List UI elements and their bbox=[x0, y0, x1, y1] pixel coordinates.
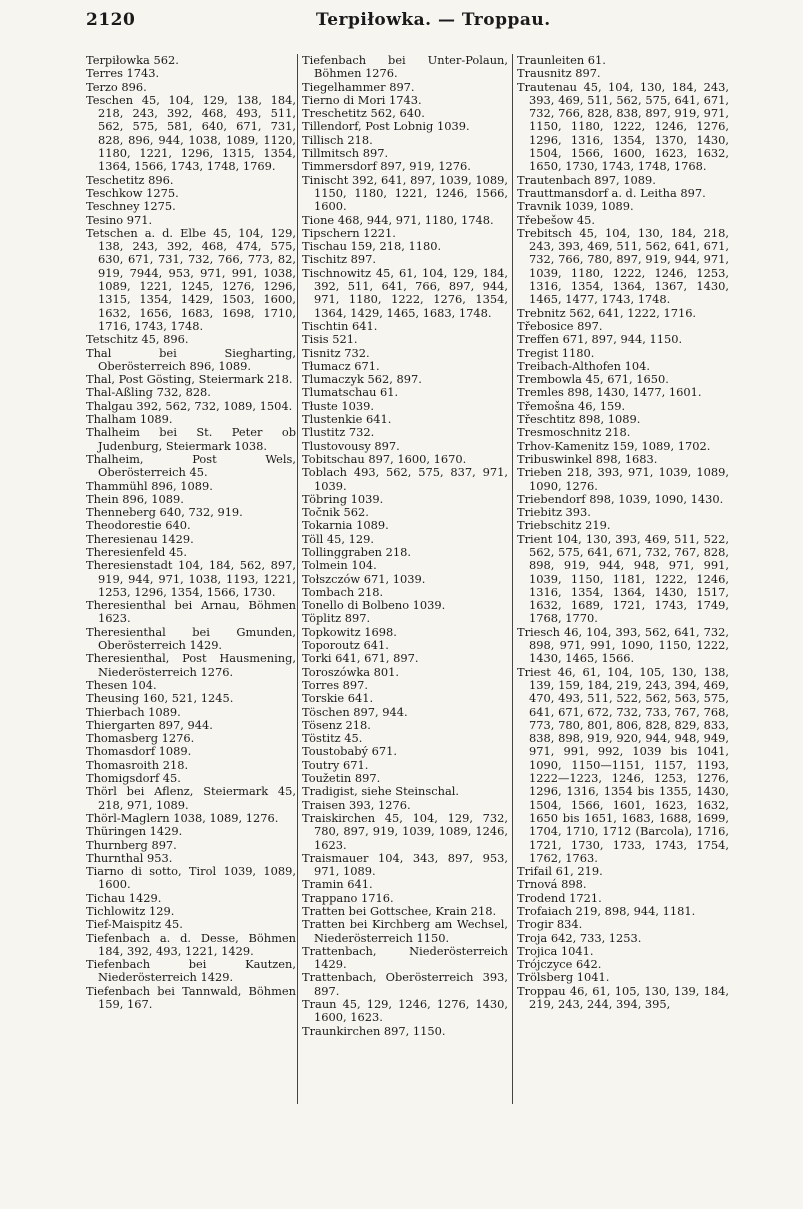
page-header bbox=[86, 10, 786, 36]
index-entry: Treibach-Althofen 104. bbox=[517, 358, 650, 373]
index-entry: Tichlowitz 129. bbox=[86, 904, 175, 918]
index-entry: Thierbach 1089. bbox=[86, 704, 181, 719]
index-entry: Tillisch 218. bbox=[302, 132, 373, 147]
index-entry: Troppau 46, 61, 105, 130, 139, 184, 219, 243, 244, 394, 395, bbox=[517, 983, 729, 1012]
index-entry: Tief-Maispitz 45. bbox=[86, 917, 183, 932]
index-entry: Tlustitz 732. bbox=[302, 425, 375, 440]
index-entry: Traunleiten 61. bbox=[517, 53, 606, 67]
index-entry: Thörl bei Aflenz, Steiermark 45, 218, 971, 1089. bbox=[86, 784, 296, 812]
index-entry: Thalheim, Post Wels, Oberösterreich 45. bbox=[86, 451, 296, 480]
index-entry: Trieben 218, 393, 971, 1039, 1089, 1090, 1276. bbox=[517, 465, 729, 493]
index-entry: Thammühl 896, 1089. bbox=[86, 478, 213, 493]
index-entry: Thal, Post Gösting, Steiermark 218. bbox=[86, 372, 293, 387]
index-entry: Tiegelhammer 897. bbox=[302, 79, 415, 94]
index-entry: Timmersdorf 897, 919, 1276. bbox=[302, 159, 471, 174]
index-entry: Tlumaczyk 562, 897. bbox=[302, 372, 422, 387]
index-entry: Trient 104, 130, 393, 469, 511, 522, 562, 575, 641, 671, 732, 767, 828, 898, 919, 944, 948, 971, 991, 1039, 1150, 1181, 1222, 1246, 1316, 1354, 1364, 1430, 1517, 1632, 1689, 1721, 1743, 1749, 1768, 1770. bbox=[517, 531, 729, 626]
index-entry: Toustobabý 671. bbox=[302, 744, 397, 759]
index-entry: Tobitschau 897, 1600, 1670. bbox=[302, 451, 467, 466]
index-entry: Tischau 159, 218, 1180. bbox=[302, 239, 442, 254]
index-entry: Tratten bei Kirchberg am Wechsel, Niederösterreich 1150. bbox=[302, 917, 508, 945]
index-entry: Teschetitz 896. bbox=[86, 172, 174, 187]
index-entry: Travnik 1039, 1089. bbox=[517, 199, 634, 214]
index-entry: Trebitsch 45, 104, 130, 184, 218, 243, 393, 469, 511, 562, 641, 671, 732, 766, 780, 897, 919, 944, 971, 1039, 1180, 1222, 1246, 1253, 1316, 1354, 1364, 1367, 1430, 1465, 1477, 1743, 1748. bbox=[517, 225, 729, 307]
index-entry: Theresienstadt 104, 184, 562, 897, 919, 944, 971, 1038, 1193, 1221, 1253, 1296, 1354, 1566, 1730. bbox=[86, 558, 296, 599]
index-entry: Toblach 493, 562, 575, 837, 971, 1039. bbox=[302, 465, 508, 493]
index-entry: Tłumacz 671. bbox=[302, 358, 380, 373]
index-entry: Tregist 1180. bbox=[517, 345, 595, 360]
index-entry: Trattenbach, Niederösterreich 1429. bbox=[302, 943, 508, 972]
index-entry: Trofaiach 219, 898, 944, 1181. bbox=[517, 904, 696, 918]
index-entry: Tisis 521. bbox=[302, 332, 358, 347]
index-entry: Thalgau 392, 562, 732, 1089, 1504. bbox=[86, 398, 293, 413]
index-entry: Theusing 160, 521, 1245. bbox=[86, 691, 234, 706]
index-entry: Tonello di Bolbeno 1039. bbox=[302, 598, 446, 613]
index-entry: Töplitz 897. bbox=[302, 611, 371, 626]
index-entry: Trhov-Kamenitz 159, 1089, 1702. bbox=[517, 438, 711, 453]
index-entry: Tisnitz 732. bbox=[302, 345, 370, 360]
index-entry: Theresienthal bei Arnau, Böhmen 1623. bbox=[86, 598, 296, 626]
index-entry: Toužetin 897. bbox=[302, 771, 381, 786]
index-entry: Thalheim bei St. Peter ob Judenburg, Steiermark 1038. bbox=[86, 425, 296, 453]
index-entry: Theresienau 1429. bbox=[86, 531, 194, 546]
index-entry: Tremles 898, 1430, 1477, 1601. bbox=[517, 385, 702, 400]
index-entry: Terzo 896. bbox=[86, 79, 147, 94]
index-entry: Triest 46, 61, 104, 105, 130, 138, 139, 159, 184, 219, 243, 394, 469, 470, 493, 511, 522, 562, 563, 575, 641, 671, 672, 732, 733, 767, 768, 773, 780, 801, 806, 828, 829, 833, 838, 898, 919, 920, 944, 948, 949, 971, 991, 992, 1039 bis 1041, 1090, 1150—1151, 1157, 1193, 1222—1223, 1246, 1253, 1276, 1296, 1316, 1354 bis 1355, 1430, 1504, 1566, 1601, 1623, 1632, 1650 bis 1651, 1683, 1688, 1699, 1704, 1710, 1712 (Barcola), 1716, 1721, 1730, 1733, 1743, 1754, 1762, 1763. bbox=[517, 664, 729, 865]
index-entry: Thomigsdorf 45. bbox=[86, 771, 181, 786]
index-entry: Tesino 971. bbox=[86, 212, 153, 227]
index-entry: Töbring 1039. bbox=[302, 491, 384, 506]
index-entry: Traisen 393, 1276. bbox=[302, 797, 411, 812]
index-entry: Traiskirchen 45, 104, 129, 732, 780, 897, 919, 1039, 1089, 1246, 1623. bbox=[302, 810, 508, 852]
index-entry: Tillmitsch 897. bbox=[302, 146, 389, 161]
index-entry: Teschkow 1275. bbox=[86, 185, 179, 200]
index-entry: Thurnthal 953. bbox=[86, 850, 173, 865]
index-entry: Tlustenkie 641. bbox=[302, 412, 392, 427]
index-entry: Tillendorf, Post Lobnig 1039. bbox=[302, 119, 470, 134]
index-entry: Theresienthal bei Gmunden, Oberösterreich 1429. bbox=[86, 624, 296, 653]
index-entry: Třemošna 46, 159. bbox=[517, 398, 626, 413]
index-entry: Tischtin 641. bbox=[302, 318, 378, 333]
running-head: Terpiłowka. — Troppau. bbox=[316, 10, 551, 30]
index-entry: Tiefenbach bei Unter-Polaun, Böhmen 1276. bbox=[302, 53, 508, 81]
index-entry: Trodend 1721. bbox=[517, 890, 602, 905]
index-entry: Töll 45, 129. bbox=[302, 531, 375, 546]
index-entry: Traunkirchen 897, 1150. bbox=[302, 1023, 446, 1038]
index-entry: Thal bei Siegharting, Oberösterreich 896, 1089. bbox=[86, 345, 296, 373]
index-entry: Tichau 1429. bbox=[86, 890, 162, 905]
index-entry: Treffen 671, 897, 944, 1150. bbox=[517, 332, 683, 347]
index-entry: Theresienthal, Post Hausmening, Niederösterreich 1276. bbox=[86, 651, 296, 679]
index-entry: Töstitz 45. bbox=[302, 731, 363, 746]
index-entry: Triesch 46, 104, 393, 562, 641, 732, 898, 971, 991, 1090, 1150, 1222, 1430, 1465, 1566. bbox=[517, 624, 729, 666]
index-entry: Třebosice 897. bbox=[517, 318, 603, 333]
index-entry: Toutry 671. bbox=[302, 757, 369, 772]
index-entry: Trójczyce 642. bbox=[517, 957, 602, 972]
index-entry: Theodorestie 640. bbox=[86, 518, 191, 533]
index-entry: Thesen 104. bbox=[86, 677, 157, 692]
index-entry: Trausnitz 897. bbox=[517, 66, 601, 81]
column-divider bbox=[512, 54, 513, 1104]
index-entry: Tipschern 1221. bbox=[302, 225, 396, 240]
index-entry: Thomasroith 218. bbox=[86, 757, 189, 772]
index-entry: Třebešow 45. bbox=[517, 212, 596, 227]
index-entry: Thomasdorf 1089. bbox=[86, 744, 192, 759]
index-entry: Tiefenbach bei Tannwald, Böhmen 159, 167. bbox=[86, 983, 296, 1012]
index-entry: Tetschen a. d. Elbe 45, 104, 129, 138, 243, 392, 468, 474, 575, 630, 671, 731, 732, 766, 773, 82, 919, 7944, 953, 971, 991, 1038, 1089, 1221, 1245, 1276, 1296, 1315, 1354, 1429, 1503, 1600, 1632, 1656, 1683, 1698, 1710, 1716, 1743, 1748. bbox=[86, 225, 296, 333]
index-column-2 bbox=[302, 54, 508, 1038]
index-entry: Tetschitz 45, 896. bbox=[86, 332, 189, 347]
index-entry: Toroszówka 801. bbox=[302, 664, 400, 679]
index-entry: Trautenbach 897, 1089. bbox=[517, 172, 656, 187]
index-entry: Thüringen 1429. bbox=[86, 824, 183, 839]
index-entry: Thomasberg 1276. bbox=[86, 731, 195, 746]
index-entry: Thiergarten 897, 944. bbox=[86, 717, 213, 732]
index-entry: Terres 1743. bbox=[86, 66, 160, 81]
index-entry: Tołszczów 671, 1039. bbox=[302, 571, 426, 586]
index-entry: Toporoutz 641. bbox=[302, 638, 389, 653]
index-entry: Tischnowitz 45, 61, 104, 129, 184, 392, 511, 641, 766, 897, 944, 971, 1180, 1222, 1276, 1354, 1364, 1429, 1465, 1683, 1748. bbox=[302, 265, 508, 320]
index-entry: Thurnberg 897. bbox=[86, 837, 177, 852]
index-entry: Tischitz 897. bbox=[302, 252, 377, 267]
index-entry: Traun 45, 129, 1246, 1276, 1430, 1600, 1623. bbox=[302, 997, 508, 1025]
index-entry: Tombach 218. bbox=[302, 584, 384, 599]
index-entry: Trifail 61, 219. bbox=[517, 864, 603, 879]
index-entry: Tösenz 218. bbox=[302, 717, 371, 732]
index-entry: Töschen 897, 944. bbox=[302, 704, 408, 719]
index-entry: Tratten bei Gottschee, Krain 218. bbox=[302, 904, 497, 918]
index-entry: Trojica 1041. bbox=[517, 943, 594, 958]
index-entry: Thalham 1089. bbox=[86, 412, 173, 427]
index-entry: Terpiłowka 562. bbox=[86, 53, 179, 67]
index-entry: Triebendorf 898, 1039, 1090, 1430. bbox=[517, 491, 724, 506]
index-entry: Trölsberg 1041. bbox=[517, 970, 610, 985]
index-entry: Theresienfeld 45. bbox=[86, 544, 188, 559]
index-entry: Trautenau 45, 104, 130, 184, 243, 393, 469, 511, 562, 575, 641, 671, 732, 766, 828, 838, 897, 919, 971, 1150, 1180, 1222, 1246, 1276, 1296, 1316, 1354, 1370, 1430, 1504, 1566, 1600, 1623, 1632, 1650, 1730, 1743, 1748, 1768. bbox=[517, 79, 729, 174]
index-entry: Tłuste 1039. bbox=[302, 398, 375, 413]
index-entry: Tramin 641. bbox=[302, 877, 373, 892]
index-entry: Točnik 562. bbox=[302, 505, 369, 520]
column-divider bbox=[297, 54, 298, 1104]
index-entry: Thenneberg 640, 732, 919. bbox=[86, 505, 243, 520]
index-entry: Triebschitz 219. bbox=[517, 518, 611, 533]
index-entry: Tradigist, siehe Steinschal. bbox=[302, 784, 460, 799]
index-entry: Tribuswinkel 898, 1683. bbox=[517, 451, 658, 466]
index-entry: Tresmoschnitz 218. bbox=[517, 425, 631, 440]
index-entry: Torres 897. bbox=[302, 677, 369, 692]
index-entry: Torki 641, 671, 897. bbox=[302, 651, 419, 666]
index-entry: Tiefenbach a. d. Desse, Böhmen 184, 392, 493, 1221, 1429. bbox=[86, 930, 296, 958]
index-entry: Topkowitz 1698. bbox=[302, 624, 397, 639]
index-entry: Trogir 834. bbox=[517, 917, 583, 932]
index-entry: Tlumatschau 61. bbox=[302, 385, 399, 400]
index-entry: Traismauer 104, 343, 897, 953, 971, 1089. bbox=[302, 850, 508, 879]
index-entry: Trebnitz 562, 641, 1222, 1716. bbox=[517, 305, 697, 320]
index-entry: Trappano 1716. bbox=[302, 890, 394, 905]
index-entry: Tinischt 392, 641, 897, 1039, 1089, 1150, 1180, 1221, 1246, 1566, 1600. bbox=[302, 172, 508, 214]
index-entry: Tolmein 104. bbox=[302, 558, 377, 573]
index-entry: Teschen 45, 104, 129, 138, 184, 218, 243, 392, 468, 493, 511, 562, 575, 581, 640, 671, 731, 828, 896, 944, 1038, 1089, 1120, 1180, 1221, 1296, 1315, 1354, 1364, 1566, 1743, 1748, 1769. bbox=[86, 92, 296, 174]
index-entry: Trauttmansdorf a. d. Leitha 897. bbox=[517, 185, 706, 200]
index-entry: Tione 468, 944, 971, 1180, 1748. bbox=[302, 212, 494, 227]
index-entry: Troja 642, 733, 1253. bbox=[517, 930, 642, 945]
index-entry: Thal-Aßling 732, 828. bbox=[86, 385, 211, 400]
index-entry: Thörl-Maglern 1038, 1089, 1276. bbox=[86, 810, 279, 825]
index-entry: Trnová 898. bbox=[517, 877, 587, 892]
index-entry: Triebitz 393. bbox=[517, 505, 591, 520]
page-number: 2120 bbox=[86, 10, 136, 30]
index-entry: Thein 896, 1089. bbox=[86, 491, 184, 506]
index-entry: Trembowla 45, 671, 1650. bbox=[517, 372, 669, 387]
index-entry: Třeschtitz 898, 1089. bbox=[517, 412, 641, 427]
index-column-3 bbox=[517, 54, 729, 1011]
index-entry: Tokarnia 1089. bbox=[302, 518, 389, 533]
index-entry: Tiefenbach bei Kautzen, Niederösterreich 1429. bbox=[86, 957, 296, 985]
index-entry: Tollinggraben 218. bbox=[302, 544, 412, 559]
index-entry: Tlustovousy 897. bbox=[302, 438, 400, 453]
index-entry: Teschney 1275. bbox=[86, 199, 176, 214]
index-entry: Torskie 641. bbox=[302, 691, 374, 706]
index-entry: Treschetitz 562, 640. bbox=[302, 106, 425, 121]
index-entry: Trattenbach, Oberösterreich 393, 897. bbox=[302, 970, 508, 998]
index-column-1 bbox=[86, 54, 296, 1011]
index-entry: Tiarno di sotto, Tirol 1039, 1089, 1600. bbox=[86, 864, 296, 892]
index-entry: Tierno di Mori 1743. bbox=[302, 92, 422, 107]
